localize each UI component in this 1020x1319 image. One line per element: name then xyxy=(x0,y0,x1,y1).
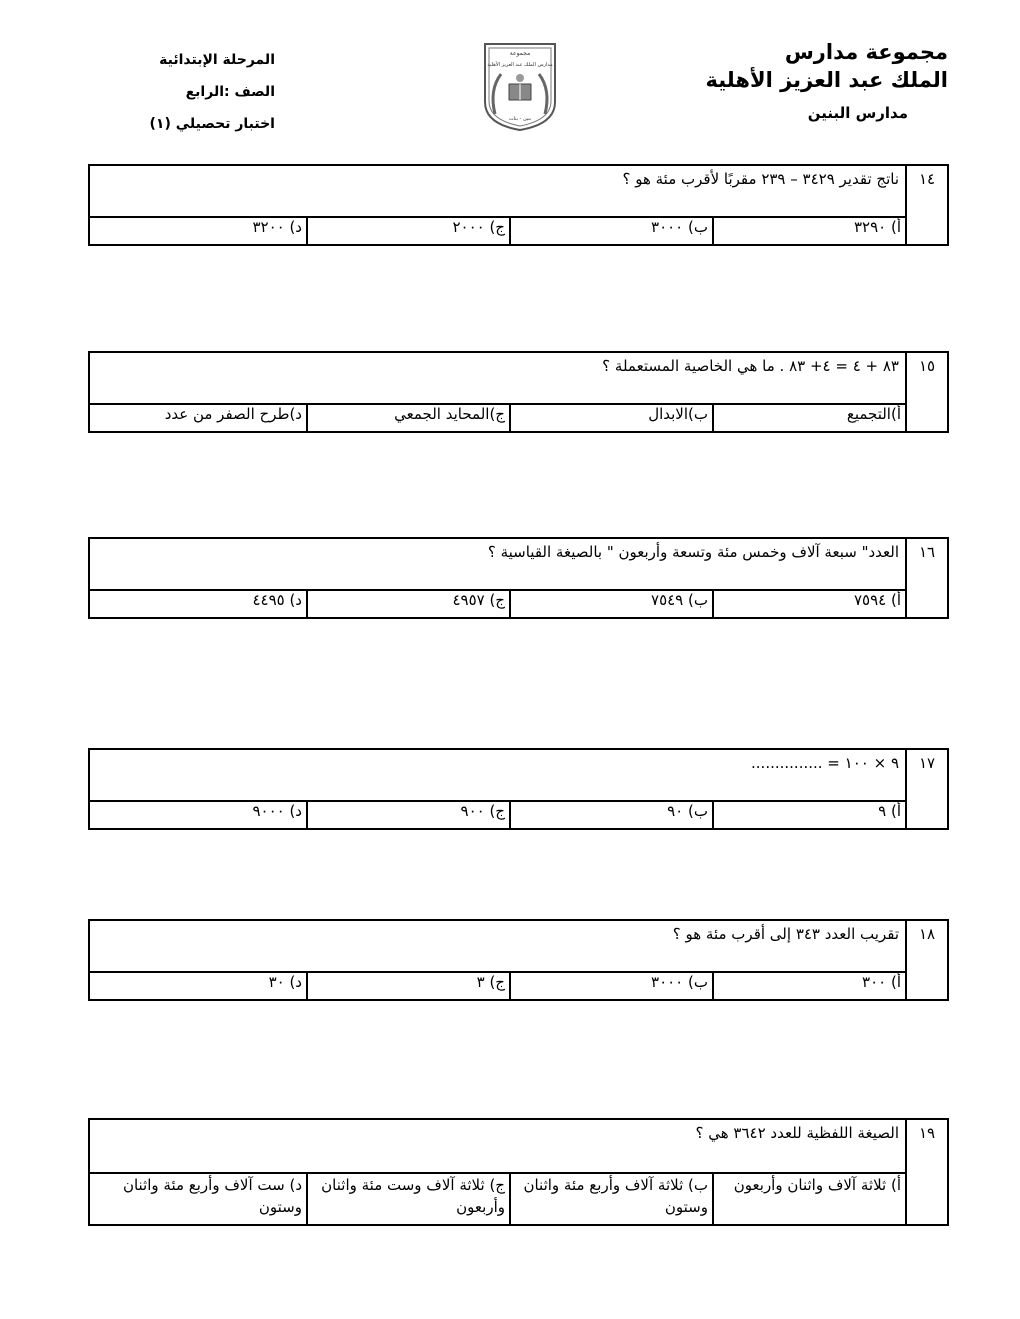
option-b[interactable]: ب) ٣٠٠٠ xyxy=(509,216,712,244)
logo-top-text: مجموعة xyxy=(509,50,531,57)
option-a[interactable]: أ) ثلاثة آلاف واثنان وأربعون xyxy=(712,1172,905,1224)
option-c[interactable]: ج) ٩٠٠ xyxy=(306,800,509,828)
question-number: ١٧ xyxy=(905,750,947,828)
option-d[interactable]: د) ٣٢٠٠ xyxy=(252,218,302,236)
question-number: ١٨ xyxy=(905,921,947,999)
option-c[interactable]: ج) ٤٩٥٧ xyxy=(306,589,509,617)
question-16 xyxy=(88,537,949,619)
question-stem: الصيغة اللفظية للعدد ٣٦٤٢ هي ؟ xyxy=(90,1120,905,1174)
option-b[interactable]: ب) ثلاثة آلاف وأربع مئة واثنان وستون xyxy=(509,1172,712,1224)
question-15 xyxy=(88,351,949,433)
question-stem: العدد" سبعة آلاف وخمس مئة وتسعة وأربعون " بالصيغة القياسية ؟ xyxy=(90,539,905,591)
school-group: مجموعة مدارس xyxy=(784,40,948,64)
question-19 xyxy=(88,1118,949,1226)
grade-label: الصف :الرابع xyxy=(185,84,275,100)
school-section: مدارس البنين xyxy=(807,104,908,122)
exam-title: اختبار تحصيلي (١) xyxy=(149,116,275,132)
option-b[interactable]: ب) ٧٥٤٩ xyxy=(509,589,712,617)
option-b[interactable]: ب) ٩٠ xyxy=(509,800,712,828)
question-stem: ٨٣ + ٤ = ٤+ ٨٣ . ما هي الخاصية المستعملة ؟ xyxy=(90,353,905,405)
question-stem: ناتج تقدير ٣٤٢٩ – ٢٣٩ مقربًا لأقرب مئة هو ؟ xyxy=(90,166,905,218)
exam-info xyxy=(130,44,275,140)
option-c[interactable]: ج)المحايد الجمعي xyxy=(306,403,509,431)
question-number: ١٦ xyxy=(905,539,947,617)
option-b[interactable]: ب) ٣٠٠٠ xyxy=(509,971,712,999)
logo-mid-text: مدارس الملك عبد العزيز الأهلية xyxy=(487,62,553,68)
option-c[interactable]: ج) ٢٠٠٠ xyxy=(306,216,509,244)
school-name: الملك عبد العزيز الأهلية xyxy=(705,68,948,92)
question-stem: تقريب العدد ٣٤٣ إلى أقرب مئة هو ؟ xyxy=(90,921,905,973)
answer-options xyxy=(90,403,905,431)
question-17 xyxy=(88,748,949,830)
option-d[interactable]: د)طرح الصفر من عدد xyxy=(164,405,302,423)
option-d[interactable]: د) ٩٠٠٠ xyxy=(252,802,302,820)
question-number: ١٤ xyxy=(905,166,947,244)
answer-options xyxy=(90,216,905,244)
school-info xyxy=(706,38,949,126)
option-a[interactable]: أ) ٧٥٩٤ xyxy=(712,589,905,617)
option-c[interactable]: ج) ثلاثة آلاف وست مئة واثنان وأربعون xyxy=(306,1172,509,1224)
answer-options xyxy=(90,800,905,828)
logo-bottom-text: بنين - بنات xyxy=(508,116,532,122)
option-a[interactable]: أ)التجميع xyxy=(712,403,905,431)
option-a[interactable]: أ) ٣٢٩٠ xyxy=(712,216,905,244)
option-d[interactable]: د) ٣٠ xyxy=(268,973,302,991)
answer-options xyxy=(90,589,905,617)
option-d[interactable]: د) ست آلاف وأربع مئة واثنان وستون xyxy=(122,1176,302,1216)
option-c[interactable]: ج) ٣ xyxy=(306,971,509,999)
question-number: ١٥ xyxy=(905,353,947,431)
option-a[interactable]: أ) ٣٠٠ xyxy=(712,971,905,999)
page-header xyxy=(0,0,1020,160)
answer-options xyxy=(90,971,905,999)
question-18 xyxy=(88,919,949,1001)
option-b[interactable]: ب)الابدال xyxy=(509,403,712,431)
school-logo xyxy=(481,40,559,132)
option-a[interactable]: أ) ٩ xyxy=(712,800,905,828)
option-d[interactable]: د) ٤٤٩٥ xyxy=(252,591,302,609)
question-14 xyxy=(88,164,949,246)
answer-options xyxy=(90,1172,905,1224)
question-number: ١٩ xyxy=(905,1120,947,1224)
stage-label: المرحلة الإبتدائية xyxy=(159,52,275,68)
question-stem: ٩ × ١٠٠ = ............... xyxy=(90,750,905,802)
